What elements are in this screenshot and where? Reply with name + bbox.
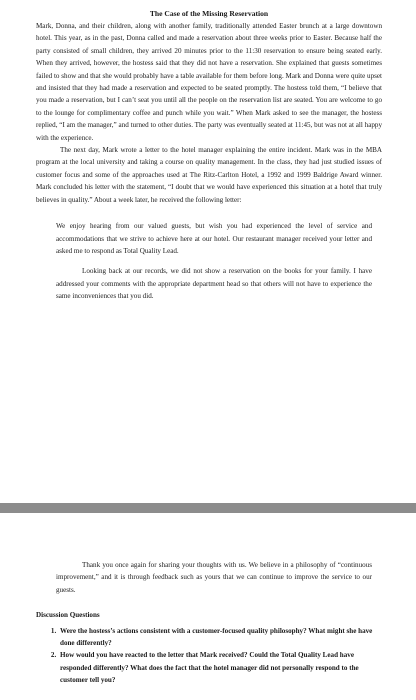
hotel-letter-continued [56, 559, 372, 596]
discussion-questions-list [36, 625, 382, 687]
page-separator [0, 503, 416, 513]
discussion-question: 2. How would you have reacted to the letter that Mark received? Could the Total Quality Lead have responded differently? What does the fact that the hotel manager did not personally respond to the customer tell you? [58, 649, 382, 686]
hotel-letter [56, 220, 372, 302]
letter-paragraph-1: We enjoy hearing from our valued guests, but wish you had experienced the level of service and accommodations that we strive to achieve here at our hotel. Our restaurant manager received your letter and asked me to respond as Total Quality Lead. [56, 222, 372, 255]
document-page-2 [0, 513, 416, 700]
letter-paragraph-3: Thank you once again for sharing your thoughts with us. We believe in a philosophy of “continuous improvement,” and it is through feedback such as yours that we can continue to improve the service to our guests. [56, 561, 372, 594]
discussion-questions-heading: Discussion Questions [36, 611, 100, 620]
page-2-content [36, 559, 382, 687]
case-paragraph-2: The next day, Mark wrote a letter to the hotel manager explaining the entire incident. Mark was in the MBA program at the local university and taking a course on quality management. In the class, they had just studied issues of customer focus and some of the approaches used at The Ritz-Carlton Hotel, a 1992 and 1999 Baldrige Award winner. Mark concluded his letter with the statement, “I doubt that we would have experienced this situation at a hotel that truly believes in quality.” About a week later, he received the following letter: [36, 146, 382, 204]
case-title: The Case of the Missing Reservation [149, 9, 269, 18]
discussion-question: 1. Were the hostess’s actions consistent with a customer-focused quality philosophy? What might she have done differently? [58, 625, 382, 650]
case-paragraph-1: Mark, Donna, and their children, along with another family, traditionally attended Easter brunch at a large downtown hotel. This year, as in the past, Donna called and made a reservation about three weeks prior to Easter. Because half the party consisted of small children, they arrived 20 minutes prior to the 11:30 reservation to ensure being seated early. When they arrived, however, the hostess said that they did not have a reservation. She explained that guests sometimes failed to show and that she would probably have a table available for them before long. Mark and Donna were quite upset and insisted that they had made a reservation and expected to be seated promptly. The hostess told them, “I believe that you made a reservation, but I can’t seat you until all the people on the reservation list are seated. You are welcome to go to the lounge for complimentary coffee and punch while you wait.” When Mark asked to see the manager, the hostess replied, “I am the manager,” and turned to other duties. The party was eventually seated at 11:45, but was not at all happy with the experience. [36, 22, 382, 142]
letter-paragraph-2: Looking back at our records, we did not show a reservation on the books for your family. I have addressed your comments with the appropriate department head so that others will not have to experience the same inconveniences that you did. [56, 267, 372, 301]
page-1-content [36, 8, 382, 311]
